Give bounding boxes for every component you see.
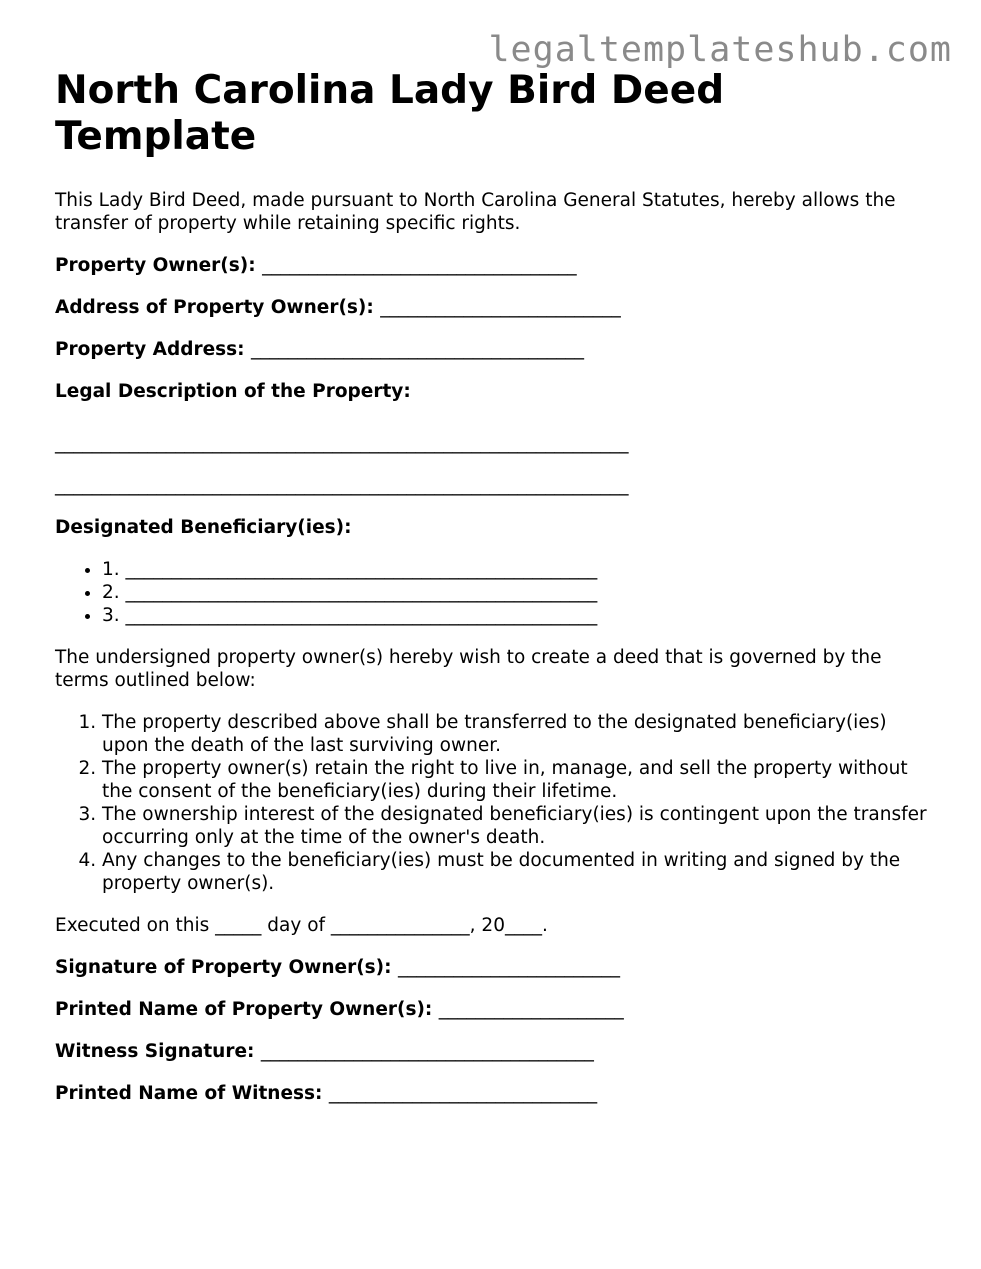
term-item-1: 1. The property described above shall be transferred to the designated beneficiary(ies) upon the death of the last surviving owner. — [102, 711, 935, 757]
term-item-3: 3. The ownership interest of the designated beneficiary(ies) is contingent upon the transfer occurring only at the time of the owner's death. — [102, 803, 935, 849]
witness-signature-blank[interactable]: ____________________________________ — [260, 1041, 594, 1062]
beneficiary-item-3[interactable]: • 3. ___________________________________________________ — [102, 604, 935, 627]
beneficiary-item-1[interactable]: • 1. ___________________________________________________ — [102, 558, 935, 581]
legal-description-label: Legal Description of the Property: — [55, 381, 411, 402]
executed-date-line[interactable]: Executed on this _____ day of _______________, 20____. — [55, 915, 548, 936]
owner-printed-name-field — [55, 998, 935, 1021]
legal-description-line-1[interactable]: ______________________________________________________________ — [55, 433, 629, 454]
beneficiaries-label: Designated Beneficiary(ies): — [55, 517, 352, 538]
legal-description-line-2[interactable]: ______________________________________________________________ — [55, 475, 629, 496]
term-item-4: 4. Any changes to the beneficiary(ies) must be documented in writing and signed by the property owner(s). — [102, 849, 935, 895]
property-owner-blank[interactable]: __________________________________ — [262, 255, 577, 276]
intro-paragraph: This Lady Bird Deed, made pursuant to North Carolina General Statutes, hereby allows the transfer of property while retaining specific rights. — [55, 190, 896, 234]
beneficiary-item-2[interactable]: • 2. ___________________________________________________ — [102, 581, 935, 604]
owner-printed-name-label: Printed Name of Property Owner(s): — [55, 999, 433, 1020]
owner-address-label: Address of Property Owner(s): — [55, 297, 374, 318]
document-body — [55, 68, 935, 1105]
terms-list — [55, 711, 935, 895]
witness-printed-name-label: Printed Name of Witness: — [55, 1083, 323, 1104]
property-address-blank[interactable]: ____________________________________ — [251, 339, 584, 360]
owner-signature-blank[interactable]: ________________________ — [397, 957, 620, 978]
owner-signature-label: Signature of Property Owner(s): — [55, 957, 392, 978]
witness-signature-field — [55, 1040, 935, 1063]
property-address-field — [55, 338, 935, 361]
witness-printed-name-field — [55, 1082, 935, 1105]
owner-printed-name-blank[interactable]: ____________________ — [438, 999, 624, 1020]
term-item-2: 2. The property owner(s) retain the right to live in, manage, and sell the property without the consent of the beneficiary(ies) during their lifetime. — [102, 757, 935, 803]
terms-intro: The undersigned property owner(s) hereby wish to create a deed that is governed by the terms outlined below: — [55, 647, 882, 691]
property-owner-field — [55, 254, 935, 277]
property-owner-label: Property Owner(s): — [55, 255, 256, 276]
beneficiary-list — [55, 558, 935, 627]
page-title: North Carolina Lady Bird Deed Template — [55, 68, 725, 159]
owner-address-field — [55, 296, 935, 319]
watermark: legaltemplateshub.com — [488, 30, 952, 70]
owner-address-blank[interactable]: __________________________ — [380, 297, 621, 318]
witness-printed-name-blank[interactable]: _____________________________ — [328, 1083, 598, 1104]
property-address-label: Property Address: — [55, 339, 245, 360]
witness-signature-label: Witness Signature: — [55, 1041, 255, 1062]
owner-signature-field — [55, 956, 935, 979]
